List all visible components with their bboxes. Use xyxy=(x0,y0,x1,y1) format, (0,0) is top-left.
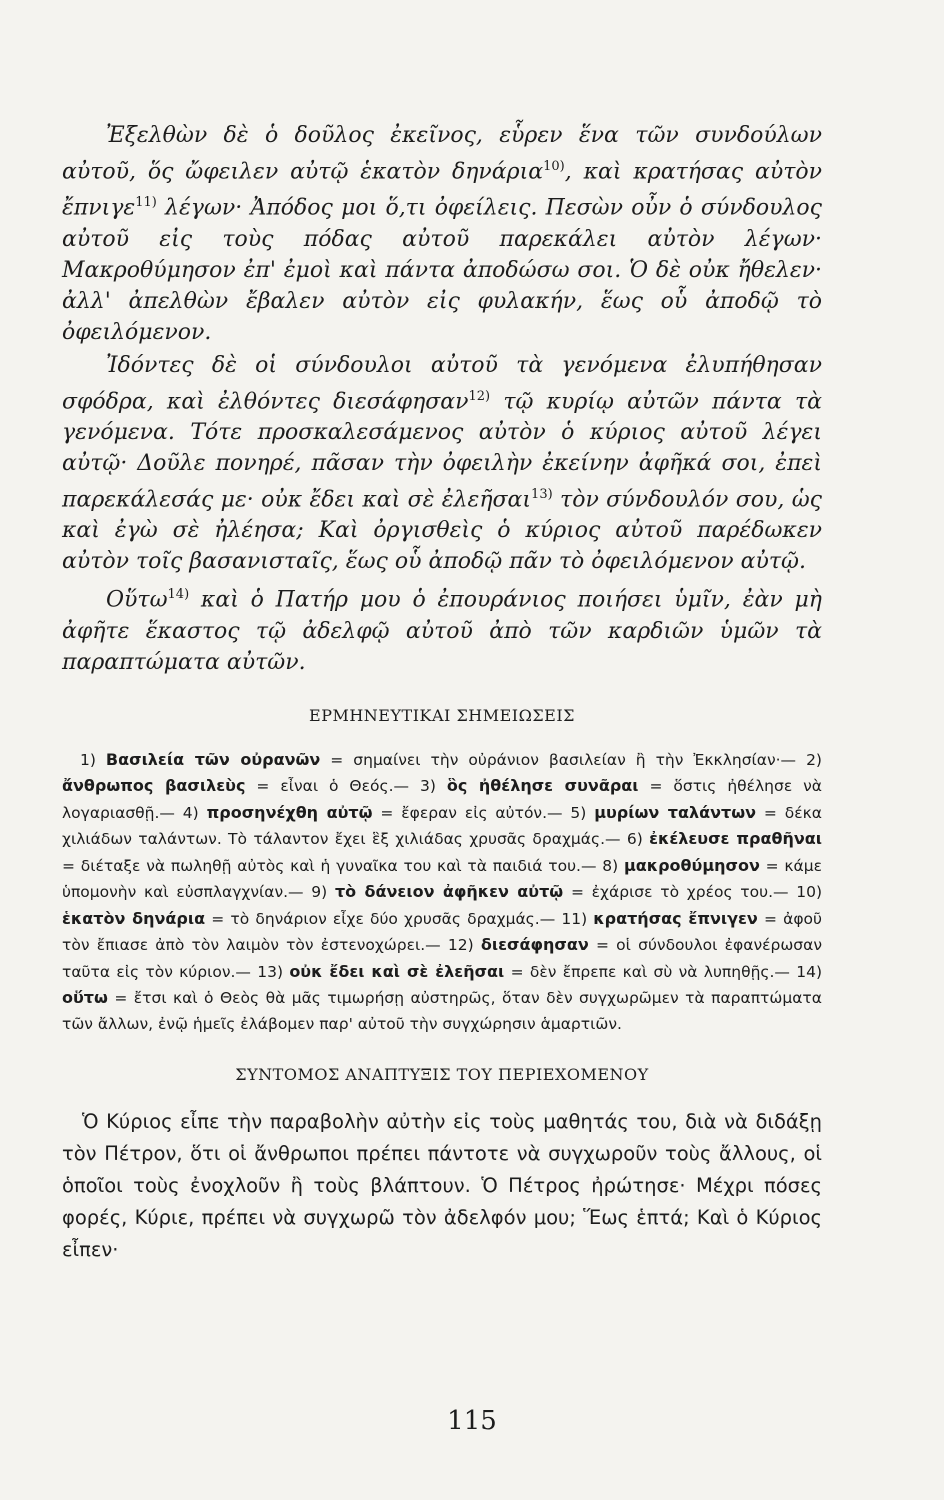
note-term: κρατήσας ἔπνιγεν xyxy=(593,908,758,928)
note-number: 9) xyxy=(311,883,328,902)
verse-text: τὸν σύνδουλόν σου, ὡς καὶ ἐγὼ σὲ ἠλέησα; Καὶ ὀργισθεὶς ὁ κύριος αὐτοῦ παρέδωκεν αὐτὸν τοῖς βασανισταῖς, ἕως οὗ ἀποδῷ πᾶν τὸ ὀφειλόμενον αὐτῷ. xyxy=(62,487,822,575)
note-term: οὐκ ἔδει καὶ σὲ ἐλεῆσαι xyxy=(289,961,505,981)
note-explanation: = εἶναι ὁ Θεός.— xyxy=(245,777,420,796)
note-number: 3) xyxy=(419,777,436,796)
page-content xyxy=(62,120,822,1266)
footnote-marker: 12) xyxy=(468,388,491,404)
note-term: οὕτω xyxy=(62,988,108,1008)
note-number: 13) xyxy=(257,962,283,981)
page-number: 115 xyxy=(447,1406,497,1436)
verse-text: λέγων· Ἀπόδος μοι ὅ,τι ὀφείλεις. Πεσὼν οὖν ὁ σύνδουλος αὐτοῦ εἰς τοὺς πόδας αὐτοῦ παρεκάλει αὐτὸν λέγων· Μακροθύμησον ἐπ' ἐμοὶ καὶ πάντα ἀποδώσω σοι. Ὁ δὲ οὐκ ἤθελεν· ἀλλ' ἀπελθὼν ἔβαλεν αὐτὸν εἰς φυλακήν, ἕως οὗ ἀποδῷ τὸ ὀφειλόμενον. xyxy=(62,195,822,345)
verse-text: Ἐξελθὼν δὲ ὁ δοῦλος ἐκεῖνος, εὗρεν ἕνα τῶν συνδούλων αὐτοῦ, ὅς ὤφειλεν αὐτῷ ἑκατὸν δηνάρια xyxy=(62,123,822,185)
footnote-marker: 10) xyxy=(543,159,565,174)
note-explanation: = οἱ σύνδουλοι ἐφανέρωσαν ταῦτα εἰς τὸν κύριον.— xyxy=(62,936,823,981)
note-term: τὸ δάνειον ἀφῆκεν αὐτῷ xyxy=(334,882,564,902)
note-explanation: = δὲν ἔπρεπε καὶ σὺ νὰ λυπηθῇς.— xyxy=(504,962,797,981)
footnote-marker: 14) xyxy=(167,587,190,603)
note-term: ἐκέλευσε πραθῆναι xyxy=(649,829,823,849)
notes-heading: ΕΡΜΗΝΕΥΤΙΚΑΙ ΣΗΜΕΙΩΣΕΙΣ xyxy=(309,705,575,725)
footnote-marker: 11) xyxy=(135,195,157,211)
note-number: 6) xyxy=(626,830,643,849)
note-term: προσηνέχθη αὐτῷ xyxy=(206,802,373,822)
note-explanation: = τὸ δηνάριον εἶχε δύο χρυσᾶς δραχμάς.— xyxy=(205,909,562,928)
verse-paragraph-2 xyxy=(62,350,822,578)
note-explanation: = διέταξε νὰ πωληθῇ αὐτὸς καὶ ἡ γυναῖκα του καὶ τὰ παιδιά του.— xyxy=(62,856,603,875)
note-explanation: = ἀφοῦ τὸν ἔπιασε ἀπὸ τὸν λαιμὸν τὸν ἐστενοχώρει.— xyxy=(62,909,822,955)
note-number: 8) xyxy=(602,856,619,875)
notes-paragraph xyxy=(62,747,822,1038)
note-explanation: = ὅστις ἠθέλησε νὰ λογαριασθῇ.— xyxy=(62,777,823,822)
note-explanation: = ἔτσι καὶ ὁ Θεὸς θὰ μᾶς τιμωρήσῃ αὐστηρῶς, ὅταν δὲν συγχωρῶμεν τὰ παραπτώματα τῶν ἄλλων, ἐνῷ ἡμεῖς ἐλάβομεν παρ' αὐτοῦ τὴν συγχώρησιν ἁμαρτιῶν. xyxy=(62,989,822,1033)
verse-text: Οὕτω xyxy=(106,587,168,613)
note-explanation: = κάμε ὑπομονὴν καὶ εὐσπλαγχνίαν.— xyxy=(62,856,822,902)
note-term: διεσάφησαν xyxy=(480,935,589,955)
verse-text: , καὶ κρατήσας αὐτὸν ἔπνιγε xyxy=(62,159,822,221)
note-number: 12) xyxy=(447,936,474,955)
note-number: 1) xyxy=(80,750,96,769)
summary-heading: ΣΥΝΤΟΜΟΣ ΑΝΑΠΤΥΞΙΣ ΤΟΥ ΠΕΡΙΕΧΟΜΕΝΟΥ xyxy=(235,1065,649,1085)
note-number: 10) xyxy=(796,883,823,902)
note-term: ἄνθρωπος βασιλεὺς xyxy=(62,776,246,796)
note-explanation: = σημαίνει τὴν οὐράνιον βασιλείαν ἢ τὴν Ἐκκλησίαν·— xyxy=(320,750,807,769)
summary-paragraph: Ὁ Κύριος εἶπε τὴν παραβολὴν αὐτὴν εἰς τοὺς μαθητάς του, διὰ νὰ διδάξῃ τὸν Πέτρον, ὅτι οἱ ἄνθρωποι πρέπει πάντοτε νὰ συγχωροῦν τοὺς ἄλλους, οἱ ὁποῖοι τοὺς ἐνοχλοῦν ἢ τοὺς βλάπτουν. Ὁ Πέτρος ἠρώτησε· Μέχρι πόσες φορές, Κύριε, πρέπει νὰ συγχωρῶ τὸν ἀδελφόν μου; Ἕως ἑπτά; Καὶ ὁ Κύριος εἶπεν· xyxy=(62,1110,822,1262)
verse-paragraph-1 xyxy=(62,120,822,348)
footnote-marker: 13) xyxy=(531,486,553,502)
note-term: Βασιλεία τῶν οὐρανῶν xyxy=(105,749,321,769)
note-number: 14) xyxy=(796,962,823,981)
note-number: 4) xyxy=(182,803,199,822)
note-explanation: = δέκα χιλιάδων ταλάντων. Τὸ τάλαντον ἔχει ἓξ χιλιάδας χρυσᾶς δραχμάς.— xyxy=(62,803,823,849)
note-term: ἑκατὸν δηνάρια xyxy=(62,908,206,928)
note-number: 11) xyxy=(561,909,588,928)
note-explanation: = ἐχάρισε τὸ χρέος του.— xyxy=(563,883,797,902)
note-number: 2) xyxy=(806,750,822,769)
verse-text: καὶ ὁ Πατήρ μου ὁ ἐπουράνιος ποιήσει ὑμῖν, ἐὰν μὴ ἀφῆτε ἕκαστος τῷ ἀδελφῷ αὐτοῦ ἀπὸ τῶν καρδιῶν ὑμῶν τὰ παραπτώματα αὐτῶν. xyxy=(62,587,822,675)
verse-text: Ἰδόντες δὲ οἱ σύνδουλοι αὐτοῦ τὰ γενόμενα ἐλυπήθησαν σφόδρα, καὶ ἐλθόντες διεσάφησαν xyxy=(62,352,822,414)
note-term: μυρίων ταλάντων xyxy=(594,802,757,822)
note-explanation: = ἔφεραν εἰς αὐτόν.— xyxy=(372,803,571,822)
note-term: ὃς ἠθέλησε συνᾶραι xyxy=(446,776,639,796)
verse-text: τῷ κυρίῳ αὐτῶν πάντα τὰ γενόμενα. Τότε προσκαλεσάμενος αὐτὸν ὁ κύριος αὐτοῦ λέγει αὐτῷ· Δοῦλε πονηρέ, πᾶσαν τὴν ὀφειλὴν ἐκείνην ἀφῆκά σοι, ἐπεὶ παρεκάλεσάς με· οὐκ ἔδει καὶ σὲ ἐλεῆσαι xyxy=(62,388,822,513)
note-number: 5) xyxy=(570,803,587,822)
verse-paragraph-3 xyxy=(62,579,822,677)
note-term: μακροθύμησον xyxy=(623,855,760,875)
